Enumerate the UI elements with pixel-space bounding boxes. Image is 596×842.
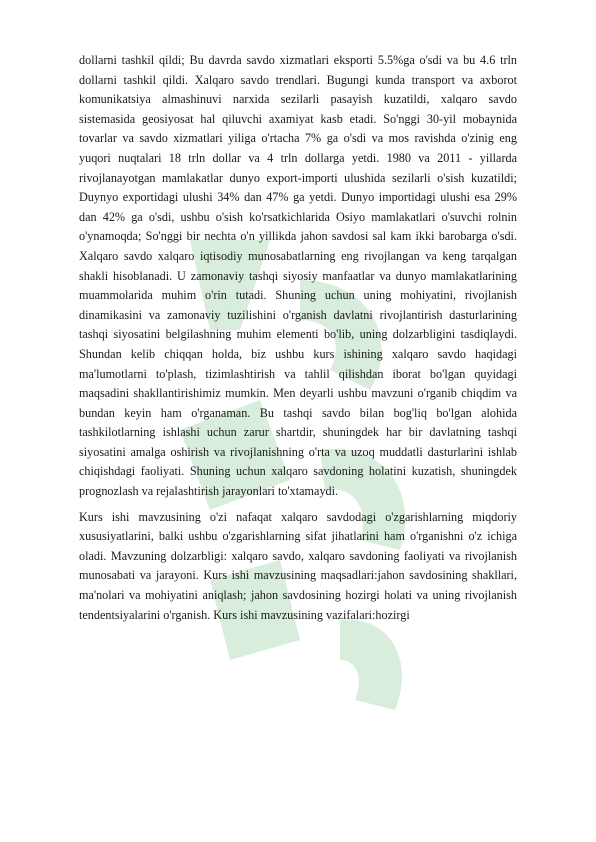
document-body (79, 51, 517, 625)
paragraph-2: Kurs ishi mavzusining o'zi nafaqat xalqaro savdodagi o'zgarishlarning miqdoriy xususiyatlarini, balki ushbu o'zgarishlarning sifat jihatlarini ham o'rganishni o'z ichiga oladi. Mavzuning dolzarbligi: xalqaro savdo, xalqaro savdoning faoliyati va rivojlanish munosabati va jarayoni. Kurs ishi mavzusining maqsadlari:jahon savdosining shakllari, ma'nolari va mohiyatini aniqlash; jahon savdosining hozirgi holati va uning rivojlanish tendentsiyalarini o'rganish. Kurs ishi mavzusining vazifalari:hozirgi (79, 509, 517, 622)
paragraph-1: dollarni tashkil qildi; Bu davrda savdo xizmatlari eksporti 5.5%ga o'sdi va bu 4.6 trln dollarni tashkil qildi. Xalqaro savdo trendlari. Bugungi kunda transport va axborot komunikatsiya almashinuvi narxida sezilarli pasayish kuzatildi, xalqaro savdo sistemasida geosiyosat hal qiluvchi axamiyat kasb etadi. So'nggi 30-yil mobaynida tovarlar va savdo xizmatlari yiliga o'rtacha 7% ga o'sdi va mos ravishda o'zinig eng yuqori nuqtalari 18 trln dollar va 4 trln dollarga yetdi. 1980 va 2011 - yillarda rivojlanayotgan mamlakatlar dunyo export-importi ulushida sezilarli o'sish kuzatildi; Duynyo exportidagi ulushi 34% dan 47% ga yetdi. Dunyo importidagi ulushi esa 29% dan 42% ga o'sdi, ushbu o'sish ko'rsatkichlarida Osiyo mamlakatlari o'suvchi rolnin o'ynamoqda; So'nggi bir nechta o'n yillikda jahon savdosi sal kam ikki barobarga o'sdi. Xalqaro savdo xalqaro iqtisodiy munosabatlarning eng rivojlangan va keng tarqalgan shakli hisoblanadi. U zamonaviy tashqi siyosiy manfaatlar va dunyo mamlakatlarining muammolarida muhim o'rin tutadi. Shuning uchun uning mohiyatini, rivojlanish dinamikasini va zamonaviy tuzilishini o'rganish davlatni rivojlantirish dasturlarining tashqi siyosatini belgilashning muhim elementi bo'lib, uning dolzarbligini tasdiqlaydi. Shundan kelib chiqqan holda, biz ushbu kurs ishining xalqaro savdo haqidagi ma'lumotlarni to'plash, tizimlashtirish va tahlil qilishdan iborat bo'lgan quyidagi maqsadini shakllantirishimiz mumkin. Men deyarli ushbu mavzuni o'rganib chiqdim va bundan keyin ham o'rganaman. Bu tashqi savdo bilan bog'liq bo'lgan alohida tashkilotlarning ishlashi uchun zarur shartdir, shuningdek har bir davlatning tashqi siyosatini amalga oshirish va rivojlanishning o'rta va uzoq muddatli dasturlarini ishlab chiqishdagi faoliyati. Shuning uchun xalqaro savdoning holatini kuzatish, shuningdek prognozlash va rejalashtirish jarayonlari to'xtamaydi. (79, 53, 517, 499)
